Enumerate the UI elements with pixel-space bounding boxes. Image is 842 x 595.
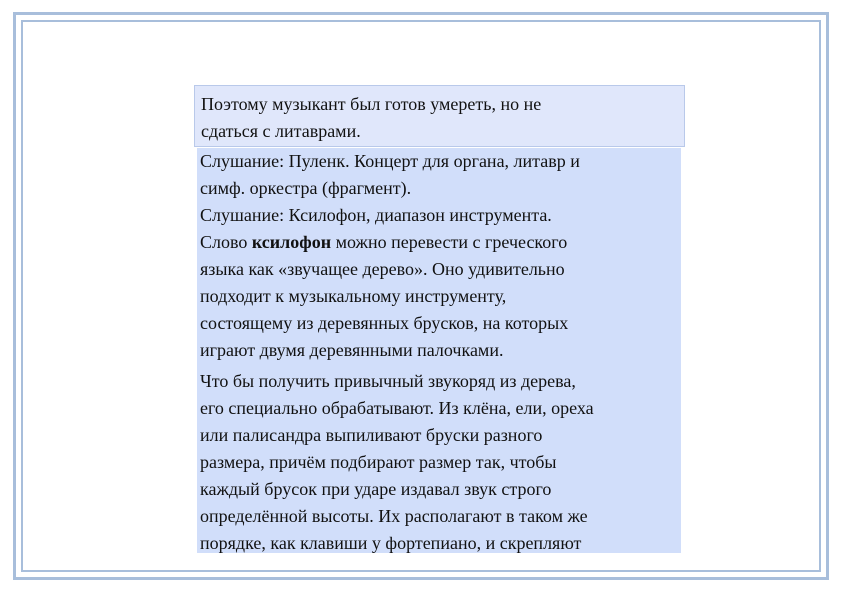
listening-line: Слушание: Ксилофон, диапазон инструмента. (200, 205, 552, 225)
paragraph-line: или палисандра выпиливают бруски разного (200, 425, 543, 445)
paragraph-line: его специально обрабатывают. Из клёна, ели, ореха (200, 398, 594, 418)
paragraph-line: определённой высоты. Их располагают в таком же (200, 506, 588, 526)
listening-line: Слушание: Пуленк. Концерт для органа, литавр и (200, 151, 580, 171)
paragraph-line: Что бы получить привычный звукоряд из дерева, (200, 371, 576, 391)
paragraph-line: языка как «звучащее дерево». Оно удивительно (200, 259, 565, 279)
paragraph-line: играют двумя деревянными палочками. (200, 340, 504, 360)
paragraph-text: можно перевести с греческого (331, 232, 568, 252)
paragraph-line: подходит к музыкальному инструменту, (200, 286, 507, 306)
body-text-box (197, 148, 681, 553)
listening-line: симф. оркестра (фрагмент). (200, 178, 412, 198)
paragraph-line: каждый брусок при ударе издавал звук строго (200, 479, 552, 499)
paragraph-line: размера, причём подбирают размер так, чтобы (200, 452, 557, 472)
caption-text-box (194, 85, 685, 147)
xylophone-term: ксилофон (251, 232, 332, 252)
paragraph-line (200, 229, 681, 256)
paragraph-line: состоящему из деревянных брусков, на которых (200, 313, 569, 333)
paragraph-text: Слово (200, 232, 252, 252)
paragraph-line: порядке, как клавиши у фортепиано, и скрепляют (200, 533, 582, 553)
caption-line: Поэтому музыкант был готов умереть, но не (201, 94, 542, 114)
caption-line: сдаться с литаврами. (201, 120, 361, 141)
